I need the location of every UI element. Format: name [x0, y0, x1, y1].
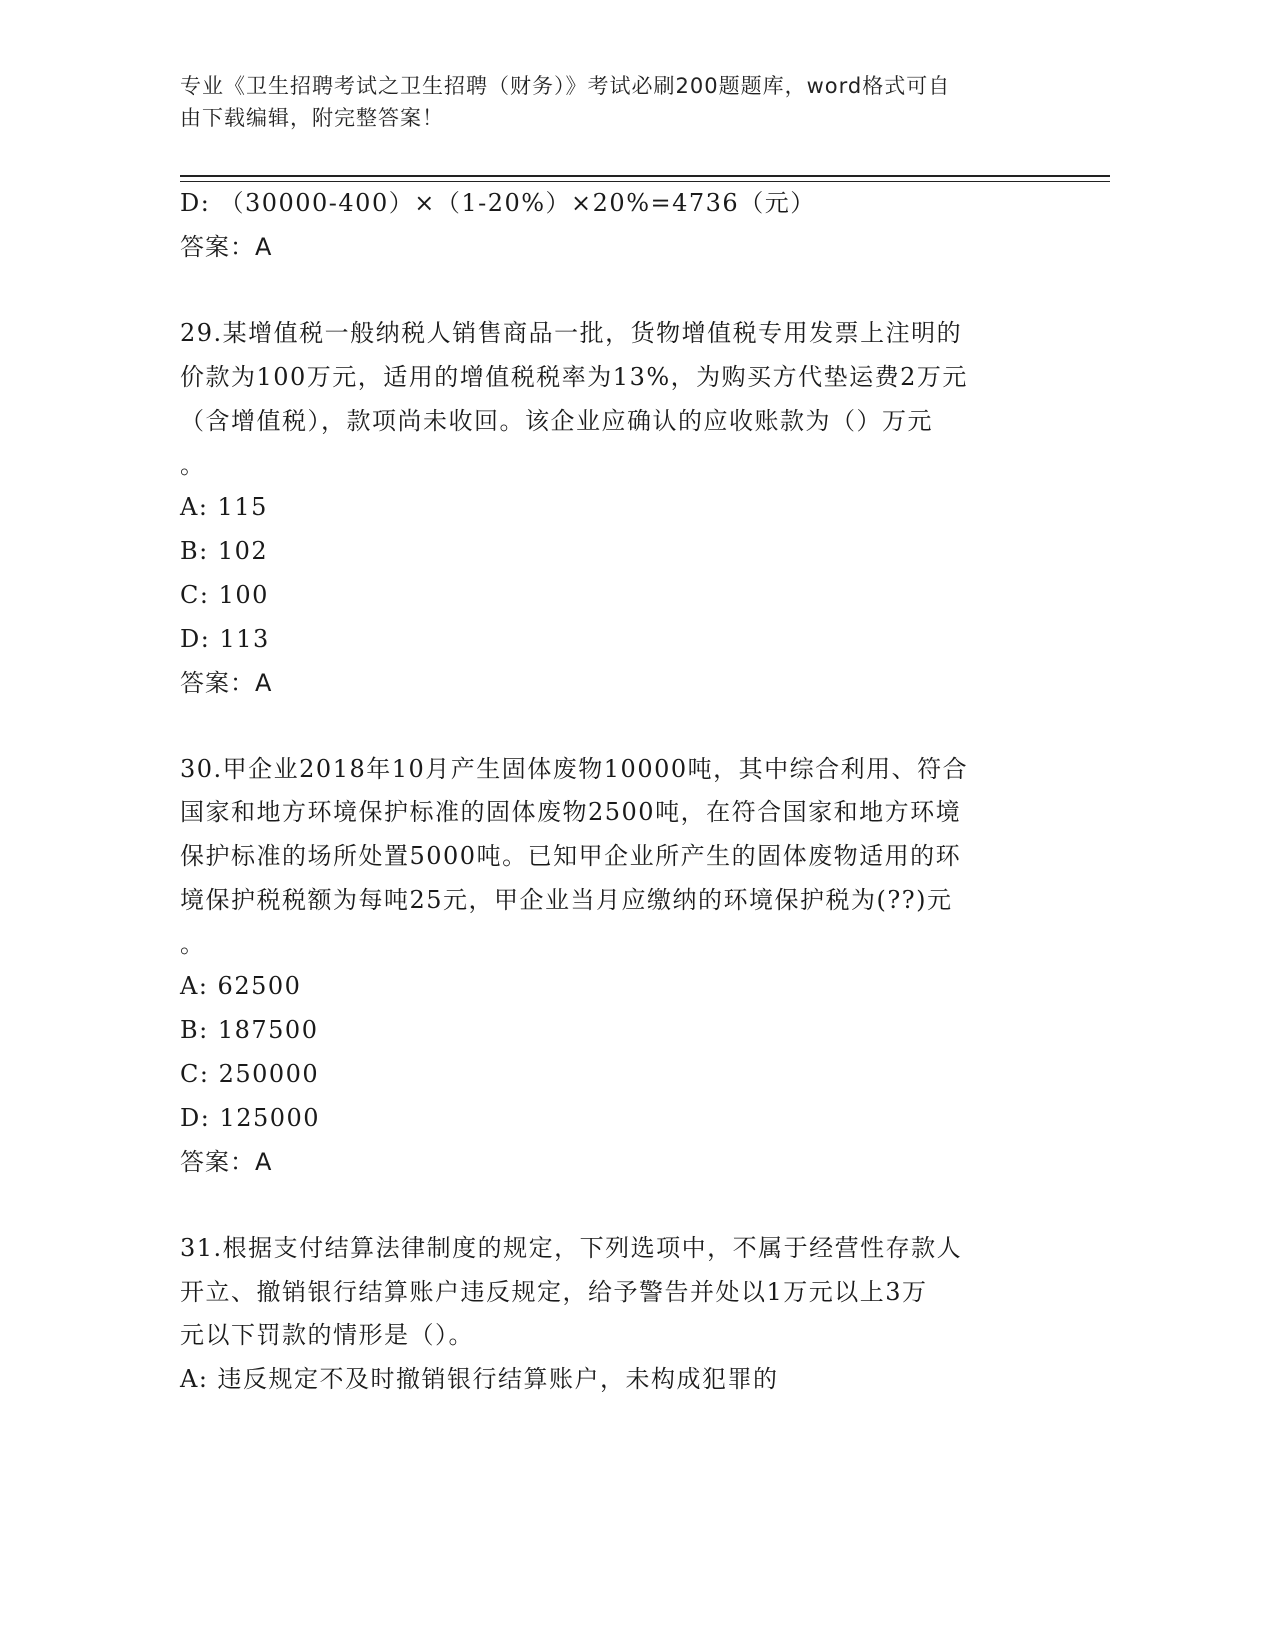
q30-option-b: B: 187500	[180, 1016, 319, 1044]
q29-text-line-1: 29.某增值税一般纳税人销售商品一批，货物增值税专用发票上注明的	[180, 319, 963, 347]
prev-answer: 答案：A	[180, 233, 273, 261]
q30-text-line-5: 。	[180, 930, 206, 958]
q31-text-line-3: 元以下罚款的情形是（）。	[180, 1321, 474, 1349]
q30-option-c: C: 250000	[180, 1060, 320, 1088]
q31-text-line-2: 开立、撤销银行结算账户违反规定，给予警告并处以1万元以上3万	[180, 1278, 928, 1306]
q30-text-line-4: 境保护税税额为每吨25元，甲企业当月应缴纳的环境保护税为(??)元	[180, 886, 953, 914]
q30-option-d: D: 125000	[180, 1104, 321, 1132]
page-header	[180, 70, 1040, 134]
header-line-2: 由下载编辑，附完整答案！	[180, 106, 444, 130]
q30-text-line-1: 30.甲企业2018年10月产生固体废物10000吨，其中综合利用、符合	[180, 755, 969, 783]
q30-text-line-3: 保护标准的场所处置5000吨。已知甲企业所产生的固体废物适用的环	[180, 842, 962, 870]
q29-option-b: B: 102	[180, 537, 269, 565]
q29-option-c: C: 100	[180, 581, 269, 609]
q30-text-line-2: 国家和地方环境保护标准的固体废物2500吨，在符合国家和地方环境	[180, 798, 962, 826]
header-line-1: 专业《卫生招聘考试之卫生招聘（财务）》考试必刷200题题库，word格式可自	[180, 74, 951, 98]
q31-option-a: A: 违反规定不及时撤销银行结算账户，未构成犯罪的	[180, 1365, 779, 1393]
q29-text-line-4: 。	[180, 451, 206, 479]
q29-text-line-2: 价款为100万元，适用的增值税税率为13%，为购买方代垫运费2万元	[180, 363, 968, 391]
header-rule-thick	[180, 175, 1110, 177]
q29-option-d: D: 113	[180, 625, 270, 653]
q29-option-a: A: 115	[180, 493, 268, 521]
q30-answer: 答案：A	[180, 1148, 273, 1176]
q29-text-line-3: （含增值税），款项尚未收回。该企业应确认的应收账款为（）万元	[180, 407, 933, 435]
header-rule-thin	[180, 181, 1110, 182]
prev-option-d: D: （30000-400）×（1-20%）×20%=4736（元）	[180, 189, 816, 217]
q31-text-line-1: 31.根据支付结算法律制度的规定，下列选项中，不属于经营性存款人	[180, 1234, 963, 1262]
q30-option-a: A: 62500	[180, 972, 302, 1000]
q29-answer: 答案：A	[180, 669, 273, 697]
